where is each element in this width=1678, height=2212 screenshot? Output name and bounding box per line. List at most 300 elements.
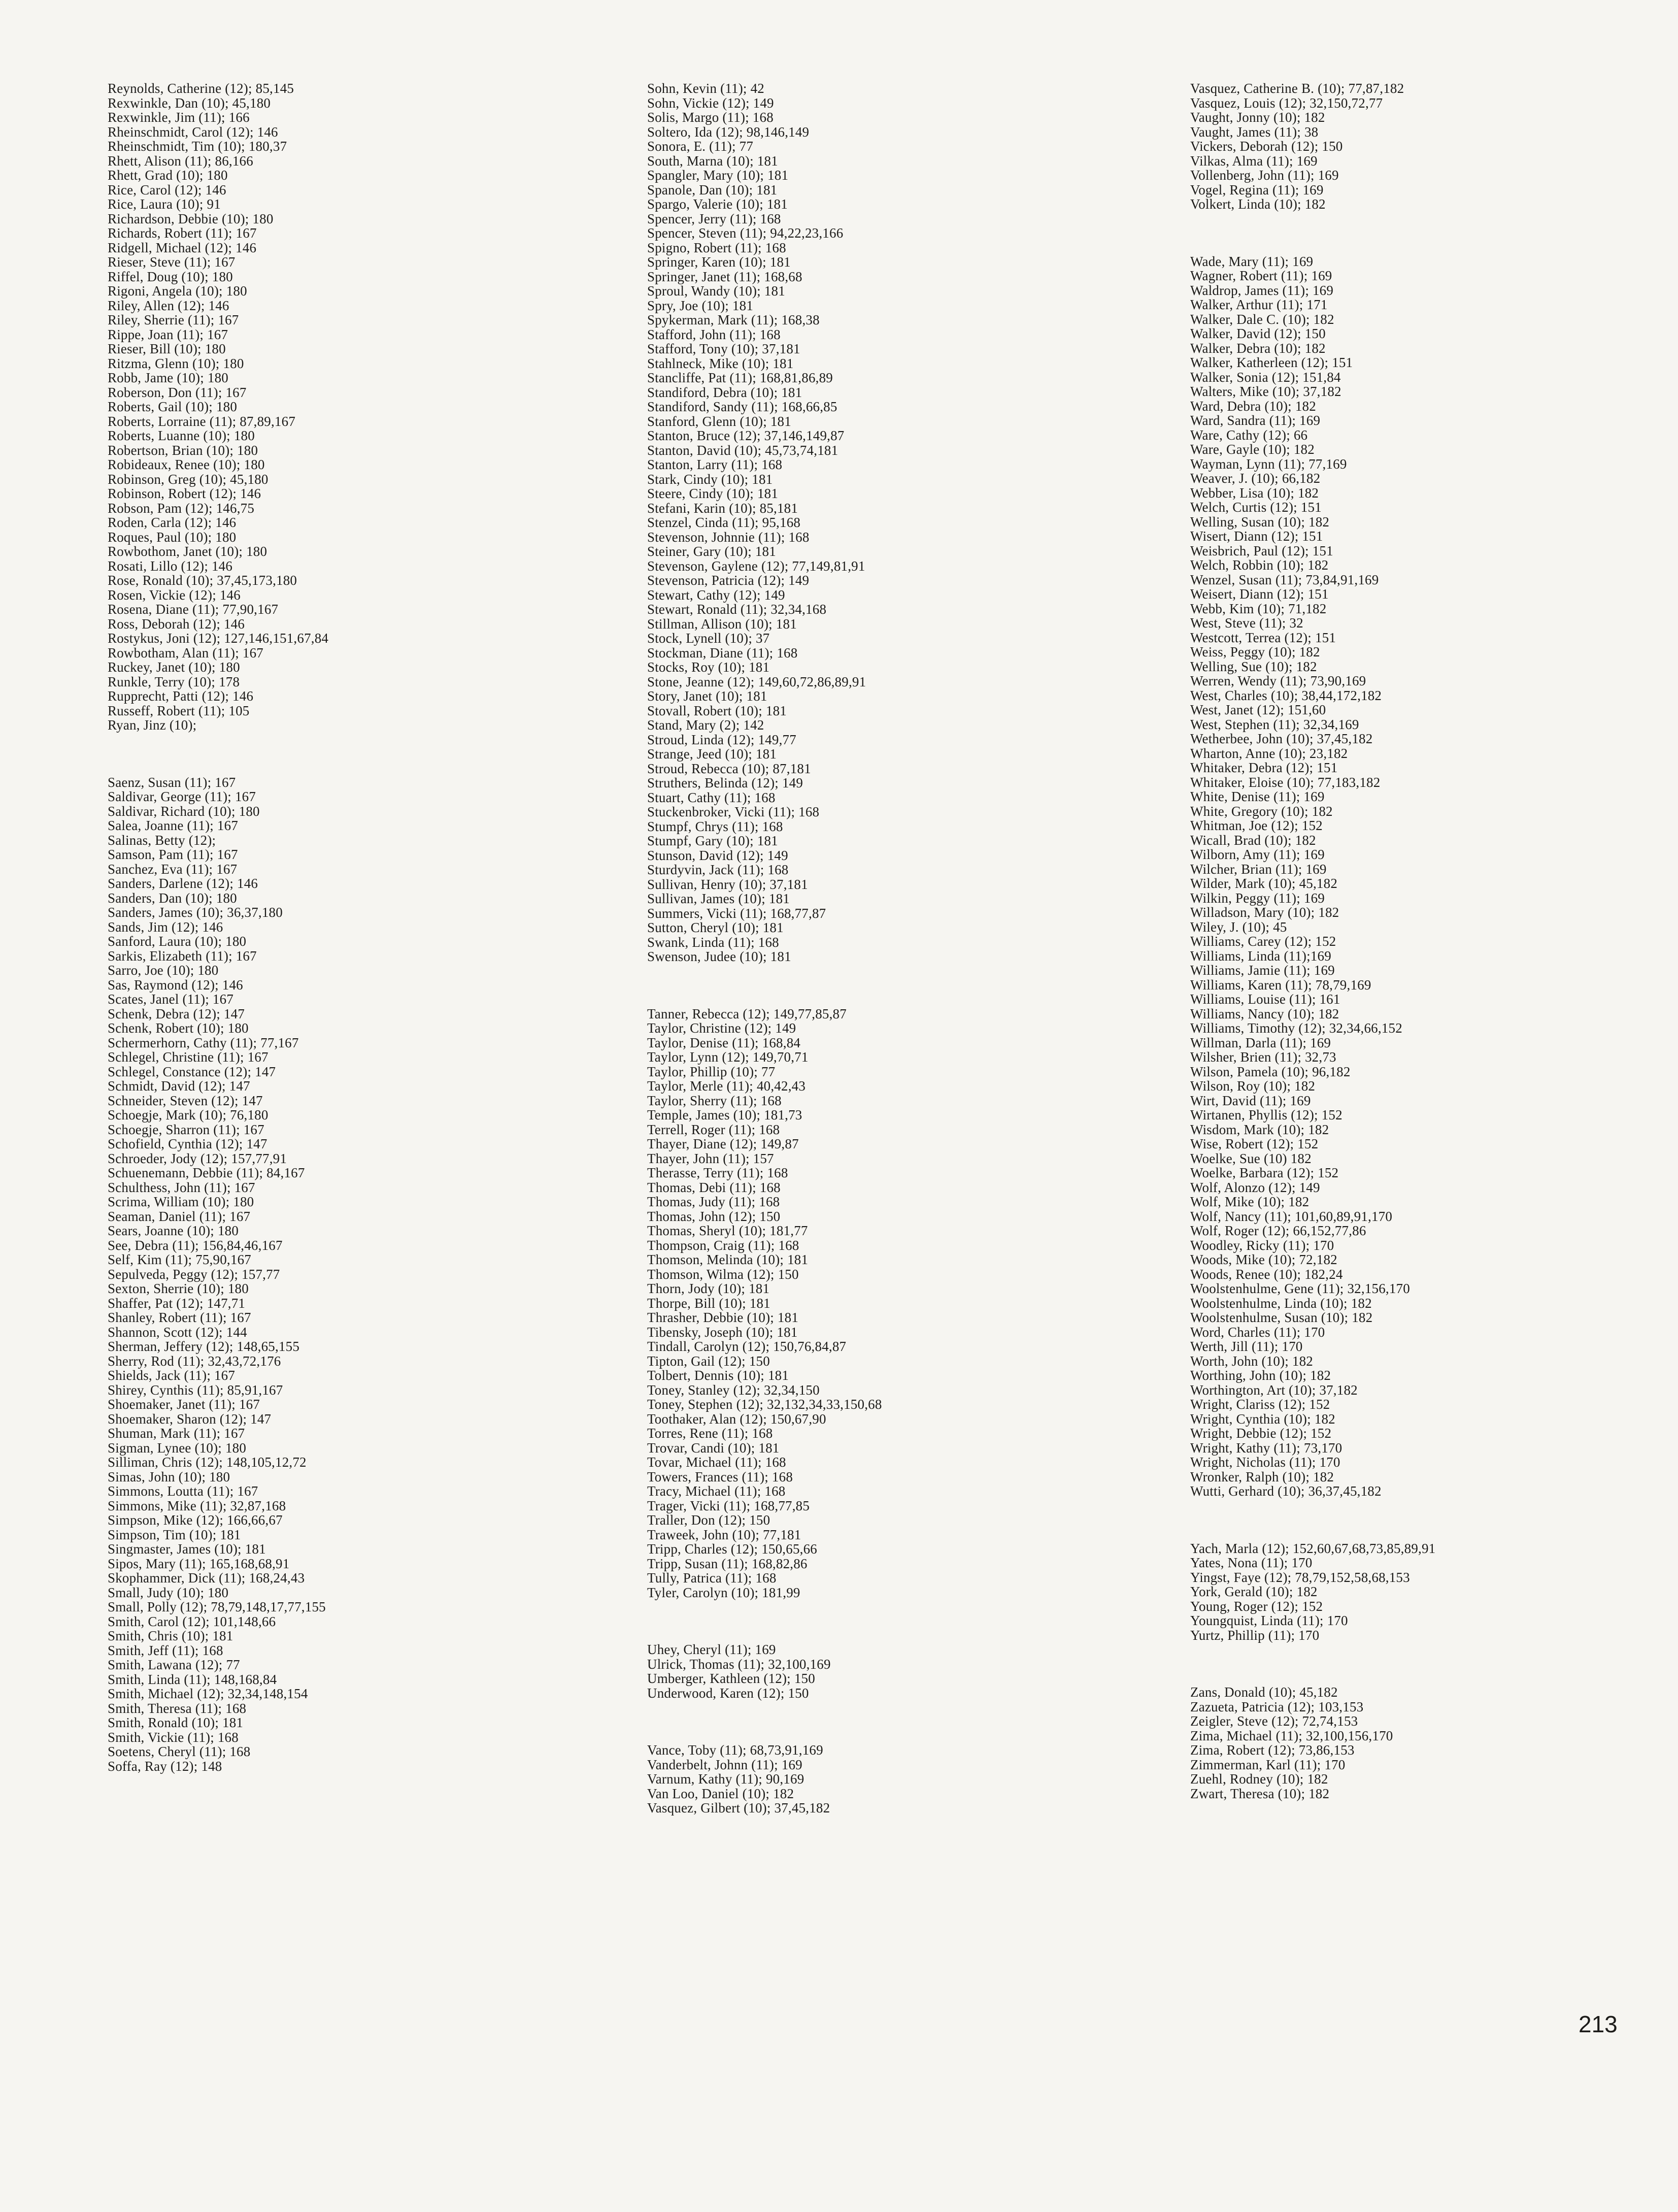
index-entry: Wilkin, Peggy (11); 169 [1190,890,1325,906]
index-entry: Stancliffe, Pat (11); 168,81,86,89 [647,370,833,385]
index-entry: Rhett, Alison (11); 86,166 [108,153,253,169]
index-entry: Schuenemann, Debbie (11); 84,167 [108,1165,305,1180]
index-entry: West, Steve (11); 32 [1190,615,1303,631]
index-entry: Smith, Chris (10); 181 [108,1628,233,1643]
index-entry: Stevenson, Gaylene (12); 77,149,81,91 [647,558,865,574]
index-entry: Taylor, Sherry (11); 168 [647,1093,782,1108]
index-entry: Sherry, Rod (11); 32,43,72,176 [108,1353,281,1369]
index-entry: Taylor, Denise (11); 168,84 [647,1035,801,1050]
index-entry: Woelke, Sue (10) 182 [1190,1150,1312,1166]
index-entry: Temple, James (10); 181,73 [647,1107,802,1122]
index-entry: Varnum, Kathy (11); 90,169 [647,1771,804,1787]
index-entry: Worthington, Art (10); 37,182 [1190,1382,1358,1398]
index-entry: Singmaster, James (10); 181 [108,1541,266,1557]
index-entry: Stone, Jeanne (12); 149,60,72,86,89,91 [647,674,866,689]
index-entry: Underwood, Karen (12); 150 [647,1685,809,1701]
index-entry: Wicall, Brad (10); 182 [1190,832,1316,848]
index-entry: Roberson, Don (11); 167 [108,384,247,400]
index-entry: Vaught, Jonny (10); 182 [1190,110,1325,125]
index-entry: Yates, Nona (11); 170 [1190,1555,1313,1570]
index-entry: Swenson, Judee (10); 181 [647,949,791,964]
index-entry: Smith, Vickie (11); 168 [108,1729,239,1745]
index-entry: Wiley, J. (10); 45 [1190,919,1287,935]
index-entry: Small, Polly (12); 78,79,148,17,77,155 [108,1599,326,1614]
index-entry: Whitaker, Eloise (10); 77,183,182 [1190,774,1381,790]
index-entry: Sas, Raymond (12); 146 [108,977,243,993]
index-entry: Simmons, Mike (11); 32,87,168 [108,1498,286,1513]
index-entry: Small, Judy (10); 180 [108,1584,229,1600]
index-entry: Wright, Cynthia (10); 182 [1190,1411,1335,1427]
index-entry: Schlegel, Christine (11); 167 [108,1049,269,1065]
index-entry: Shuman, Mark (11); 167 [108,1426,245,1441]
index-entry: Wilson, Pamela (10); 96,182 [1190,1064,1351,1079]
index-entry: Samson, Pam (11); 167 [108,847,238,862]
index-entry: Whitaker, Debra (12); 151 [1190,760,1338,775]
index-entry: Shields, Jack (11); 167 [108,1368,236,1383]
index-entry: Sutton, Cheryl (10); 181 [647,920,784,935]
index-entry: Schofield, Cynthia (12); 147 [108,1136,267,1151]
index-entry: Spargo, Valerie (10); 181 [647,196,788,212]
index-entry: Smith, Ronald (10); 181 [108,1715,244,1730]
index-entry: Van Loo, Daniel (10); 182 [647,1786,794,1801]
index-entry: Welch, Curtis (12); 151 [1190,500,1322,515]
index-entry: Walker, Dale C. (10); 182 [1190,311,1334,327]
index-entry: Werren, Wendy (11); 73,90,169 [1190,673,1366,688]
index-entry: Tipton, Gail (12); 150 [647,1353,770,1369]
index-entry: Webb, Kim (10); 71,182 [1190,601,1327,616]
index-entry: Rheinschmidt, Carol (12); 146 [108,124,278,140]
index-entry: Zimmerman, Karl (11); 170 [1190,1757,1346,1772]
index-entry: Rexwinkle, Dan (10); 45,180 [108,95,271,111]
index-entry: Wolf, Nancy (11); 101,60,89,91,170 [1190,1208,1393,1224]
index-entry: Thomas, Debi (11); 168 [647,1179,781,1195]
index-entry: Thomson, Wilma (12); 150 [647,1266,799,1282]
index-entry: Springer, Janet (11); 168,68 [647,269,802,284]
index-entry: Willadson, Mary (10); 182 [1190,905,1339,920]
index-entry: Taylor, Merle (11); 40,42,43 [647,1078,806,1094]
index-entry: Sullivan, Henry (10); 37,181 [647,876,808,892]
index-entry: Trovar, Candi (10); 181 [647,1440,780,1456]
index-entry: Rexwinkle, Jim (11); 166 [108,110,250,125]
index-entry: Taylor, Phillip (10); 77 [647,1064,776,1079]
index-entry: Robertson, Brian (10); 180 [108,442,258,458]
index-entry: Welling, Susan (10); 182 [1190,514,1330,530]
index-entry: Stark, Cindy (10); 181 [647,471,773,487]
index-entry: Tripp, Susan (11); 168,82,86 [647,1556,808,1571]
index-entry: Stroud, Linda (12); 149,77 [647,732,796,747]
index-entry: Rice, Laura (10); 91 [108,196,221,212]
index-entry: Salinas, Betty (12); [108,832,216,848]
index-letter-group [1190,1541,1657,1643]
index-entry: Stovall, Robert (10); 181 [647,703,787,718]
index-entry: Sullivan, James (10); 181 [647,891,790,906]
index-entry: Spykerman, Mark (11); 168,38 [647,312,820,327]
index-entry: Sanders, Dan (10); 180 [108,890,237,906]
index-entry: Waldrop, James (11); 169 [1190,282,1334,298]
index-entry: Thomas, Sheryl (10); 181,77 [647,1223,808,1238]
index-entry: Walker, David (12); 150 [1190,326,1326,341]
index-entry: Traweek, John (10); 77,181 [647,1527,801,1542]
index-entry: Zima, Michael (11); 32,100,156,170 [1190,1728,1393,1743]
index-letter-group [647,1007,1180,1600]
index-entry: Rostykus, Joni (12); 127,146,151,67,84 [108,631,329,646]
index-entry: Wright, Debbie (12); 152 [1190,1426,1332,1441]
index-entry: Saldivar, Richard (10); 180 [108,803,260,819]
index-entry: Towers, Frances (11); 168 [647,1469,793,1484]
index-entry: Rheinschmidt, Tim (10); 180,37 [108,139,287,154]
index-entry: Toney, Stanley (12); 32,34,150 [647,1382,820,1398]
index-entry: Stanton, David (10); 45,73,74,181 [647,442,838,458]
index-entry: Tripp, Charles (12); 150,65,66 [647,1541,817,1557]
index-entry: West, Stephen (11); 32,34,169 [1190,716,1359,732]
index-entry: See, Debra (11); 156,84,46,167 [108,1237,283,1253]
index-entry: Smith, Theresa (11); 168 [108,1700,247,1716]
index-entry: Thomson, Melinda (10); 181 [647,1252,809,1267]
index-entry: Steiner, Gary (10); 181 [647,544,776,559]
index-entry: Robinson, Robert (12); 146 [108,486,261,501]
index-entry: Wirt, David (11); 169 [1190,1093,1311,1108]
index-letter-group [108,81,615,733]
index-column-3 [1190,81,1657,1843]
index-entry: Swank, Linda (11); 168 [647,934,779,950]
index-entry: Walker, Debra (10); 182 [1190,340,1326,356]
index-entry: Worthing, John (10); 182 [1190,1368,1331,1383]
index-entry: Smith, Carol (12); 101,148,66 [108,1613,276,1629]
index-entry: Williams, Karen (11); 78,79,169 [1190,977,1371,993]
index-entry: Stefani, Karin (10); 85,181 [647,500,798,516]
index-entry: White, Gregory (10); 182 [1190,803,1333,819]
index-entry: Volkert, Linda (10); 182 [1190,196,1326,212]
index-entry: Tovar, Michael (11); 168 [647,1455,786,1470]
index-entry: Sanders, James (10); 36,37,180 [108,905,283,920]
index-entry: Yach, Marla (12); 152,60,67,68,73,85,89,91 [1190,1540,1436,1556]
index-entry: Spencer, Jerry (11); 168 [647,211,781,226]
index-entry: Wilborn, Amy (11); 169 [1190,847,1325,862]
index-entry: Spigno, Robert (11); 168 [647,240,786,255]
index-entry: Standiford, Sandy (11); 168,66,85 [647,399,837,414]
index-entry: Ward, Sandra (11); 169 [1190,413,1321,428]
index-entry: Wagner, Robert (11); 169 [1190,268,1332,283]
index-entry: Rigoni, Angela (10); 180 [108,283,247,299]
index-entry: Young, Roger (12); 152 [1190,1598,1323,1614]
index-entry: Woelke, Barbara (12); 152 [1190,1165,1339,1180]
index-entry: West, Charles (10); 38,44,172,182 [1190,687,1382,703]
index-entry: Richards, Robert (11); 167 [108,225,257,241]
index-entry: Smith, Michael (12); 32,34,148,154 [108,1686,308,1701]
index-entry: Taylor, Christine (12); 149 [647,1020,796,1036]
index-entry: Richardson, Debbie (10); 180 [108,211,274,226]
index-entry: Rice, Carol (12); 146 [108,182,226,197]
index-entry: Sanford, Laura (10); 180 [108,934,247,949]
index-entry: Scates, Janel (11); 167 [108,992,234,1007]
index-entry: Vollenberg, John (11); 169 [1190,168,1339,183]
index-entry: Stumpf, Chrys (11); 168 [647,818,783,834]
index-entry: Sarro, Joe (10); 180 [108,963,219,978]
index-entry: Zeigler, Steve (12); 72,74,153 [1190,1713,1358,1729]
index-entry: Williams, Timothy (12); 32,34,66,152 [1190,1020,1402,1036]
index-entry: Smith, Linda (11); 148,168,84 [108,1671,277,1687]
index-entry: Wetherbee, John (10); 37,45,182 [1190,731,1373,746]
index-entry: Rhett, Grad (10); 180 [108,168,228,183]
index-entry: Tracy, Michael (11); 168 [647,1483,786,1499]
index-entry: Werth, Jill (11); 170 [1190,1339,1303,1354]
index-entry: Walker, Katherleen (12); 151 [1190,355,1353,370]
index-entry: Ritzma, Glenn (10); 180 [108,355,244,371]
index-entry: Soetens, Cheryl (11); 168 [108,1744,251,1759]
index-entry: Robinson, Greg (10); 45,180 [108,471,269,487]
index-entry: Riley, Sherrie (11); 167 [108,312,239,327]
index-entry: Weiss, Peggy (10); 182 [1190,644,1320,659]
index-entry: Rippe, Joan (11); 167 [108,326,228,342]
index-entry: South, Marna (10); 181 [647,153,778,169]
index-entry: Weisert, Diann (12); 151 [1190,586,1329,602]
index-entry: Stock, Lynell (10); 37 [647,631,770,646]
index-entry: Wisdom, Mark (10); 182 [1190,1121,1329,1137]
index-entry: Self, Kim (11); 75,90,167 [108,1252,251,1267]
index-entry: Schenk, Debra (12); 147 [108,1006,245,1021]
index-entry: Wright, Clariss (12); 152 [1190,1397,1330,1412]
index-entry: Wharton, Anne (10); 23,182 [1190,745,1348,761]
index-entry: Sohn, Vickie (12); 149 [647,95,774,111]
index-entry: York, Gerald (10); 182 [1190,1584,1318,1599]
index-entry: Weaver, J. (10); 66,182 [1190,471,1321,486]
index-column-1 [108,81,615,1816]
index-entry: Vasquez, Gilbert (10); 37,45,182 [647,1800,830,1815]
index-entry: Stahlneck, Mike (10); 181 [647,355,794,371]
index-entry: Stand, Mary (2); 142 [647,717,764,733]
index-entry: Silliman, Chris (12); 148,105,12,72 [108,1455,307,1470]
index-entry: Robson, Pam (12); 146,75 [108,500,255,516]
index-entry: Thorn, Jody (10); 181 [647,1281,770,1296]
index-entry: Riffel, Doug (10); 180 [108,269,233,284]
index-entry: West, Janet (12); 151,60 [1190,702,1326,717]
index-entry: Robb, Jame (10); 180 [108,370,228,385]
index-entry: Sexton, Sherrie (10); 180 [108,1281,249,1296]
index-entry: Saenz, Susan (11); 167 [108,774,236,790]
index-entry: Stockman, Diane (11); 168 [647,645,798,661]
index-entry: Spry, Joe (10); 181 [647,298,754,313]
index-entry: Thayer, Diane (12); 149,87 [647,1136,799,1151]
index-letter-group [647,81,1180,964]
index-entry: Woolstenhulme, Linda (10); 182 [1190,1295,1372,1311]
index-entry: Uhey, Cheryl (11); 169 [647,1642,776,1657]
index-entry: Thomas, John (12); 150 [647,1208,781,1224]
index-entry: Sproul, Wandy (10); 181 [647,283,785,299]
index-entry: Welch, Robbin (10); 182 [1190,557,1329,573]
index-entry: Shaffer, Pat (12); 147,71 [108,1295,246,1311]
index-entry: Simpson, Tim (10); 181 [108,1527,241,1542]
index-entry: Ross, Deborah (12); 146 [108,616,245,632]
index-entry: Sanchez, Eva (11); 167 [108,861,238,877]
index-entry: Solis, Margo (11); 168 [647,110,774,125]
index-entry: Vance, Toby (11); 68,73,91,169 [647,1742,823,1758]
index-entry: Rupprecht, Patti (12); 146 [108,688,254,704]
index-entry: Rosena, Diane (11); 77,90,167 [108,602,279,617]
index-entry: Riley, Allen (12); 146 [108,298,229,313]
index-entry: Schulthess, John (11); 167 [108,1179,255,1195]
index-entry: Rieser, Bill (10); 180 [108,341,226,356]
index-entry: Schneider, Steven (12); 147 [108,1093,263,1108]
index-entry: Rowbotham, Alan (11); 167 [108,645,263,661]
index-entry: Springer, Karen (10); 181 [647,254,791,270]
index-entry: Tyler, Carolyn (10); 181,99 [647,1584,800,1600]
index-entry: Story, Janet (10); 181 [647,688,767,704]
index-entry: Wolf, Alonzo (12); 149 [1190,1179,1320,1195]
index-letter-group [647,1642,1180,1700]
index-entry: Zwart, Theresa (10); 182 [1190,1786,1330,1801]
index-entry: Stanford, Glenn (10); 181 [647,413,791,429]
index-entry: Yurtz, Phillip (11); 170 [1190,1627,1320,1643]
index-entry: Rose, Ronald (10); 37,45,173,180 [108,573,297,588]
index-entry: Ware, Gayle (10); 182 [1190,442,1315,457]
index-entry: Williams, Jamie (11); 169 [1190,963,1335,978]
index-entry: Sohn, Kevin (11); 42 [647,81,764,96]
index-entry: Scrima, William (10); 180 [108,1194,254,1209]
index-entry: Vaught, James (11); 38 [1190,124,1319,140]
index-entry: Ward, Debra (10); 182 [1190,398,1316,414]
index-entry: Smith, Lawana (12); 77 [108,1657,240,1672]
index-entry: Wade, Mary (11); 169 [1190,253,1314,269]
index-entry: Thayer, John (11); 157 [647,1150,774,1166]
index-entry: Shannon, Scott (12); 144 [108,1324,247,1340]
index-letter-group [108,775,615,1774]
index-entry: Soltero, Ida (12); 98,146,149 [647,124,810,140]
index-entry: Stewart, Ronald (11); 32,34,168 [647,602,827,617]
index-entry: Taylor, Lynn (12); 149,70,71 [647,1049,809,1065]
index-entry: Williams, Carey (12); 152 [1190,934,1336,949]
index-entry: Whitman, Joe (12); 152 [1190,818,1323,833]
index-entry: Wenzel, Susan (11); 73,84,91,169 [1190,572,1379,587]
index-entry: Wolf, Mike (10); 182 [1190,1194,1310,1209]
index-entry: Vogel, Regina (11); 169 [1190,182,1324,197]
index-entry: Wirtanen, Phyllis (12); 152 [1190,1107,1343,1122]
index-entry: Wutti, Gerhard (10); 36,37,45,182 [1190,1483,1382,1499]
index-entry: Wilson, Roy (10); 182 [1190,1078,1316,1094]
index-entry: Ridgell, Michael (12); 146 [108,240,257,255]
index-entry: Stewart, Cathy (12); 149 [647,587,785,603]
index-entry: Stevenson, Johnnie (11); 168 [647,529,810,545]
index-entry: Thomas, Judy (11); 168 [647,1194,780,1209]
index-entry: Wolf, Roger (12); 66,152,77,86 [1190,1223,1366,1238]
index-entry: Sanders, Darlene (12); 146 [108,876,258,891]
index-entry: Schoegje, Sharron (11); 167 [108,1121,264,1137]
index-entry: Westcott, Terrea (12); 151 [1190,630,1336,645]
index-entry: Terrell, Roger (11); 168 [647,1121,780,1137]
index-entry: Wilsher, Brien (11); 32,73 [1190,1049,1336,1065]
index-entry: Ulrick, Thomas (11); 32,100,169 [647,1656,831,1672]
index-entry: Salea, Joanne (11); 167 [108,818,239,833]
index-entry: Schermerhorn, Cathy (11); 77,167 [108,1035,299,1050]
index-entry: Strange, Jeed (10); 181 [647,746,777,762]
index-entry: Seaman, Daniel (11); 167 [108,1208,251,1224]
index-entry: Stanton, Bruce (12); 37,146,149,87 [647,428,845,443]
index-entry: Tully, Patrica (11); 168 [647,1570,777,1586]
index-entry: Weisbrich, Paul (12); 151 [1190,543,1333,558]
index-entry: Simpson, Mike (12); 166,66,67 [108,1512,283,1528]
index-entry: Runkle, Terry (10); 178 [108,674,240,689]
index-entry: Webber, Lisa (10); 182 [1190,485,1319,501]
index-entry: Rowbothom, Janet (10); 180 [108,544,267,559]
index-entry: Simmons, Loutta (11); 167 [108,1483,258,1499]
index-entry: Woods, Renee (10); 182,24 [1190,1266,1343,1282]
index-entry: Wilcher, Brian (11); 169 [1190,861,1327,877]
index-entry: Soffa, Ray (12); 148 [108,1758,222,1774]
index-entry: Stroud, Rebecca (10); 87,181 [647,761,811,776]
index-entry: Vanderbelt, Johnn (11); 169 [647,1757,802,1772]
index-entry: Stevenson, Patricia (12); 149 [647,573,810,588]
index-letter-group [1190,81,1657,212]
index-entry: Stocks, Roy (10); 181 [647,659,770,675]
index-entry: Woolstenhulme, Susan (10); 182 [1190,1310,1373,1325]
index-entry: Zima, Robert (12); 73,86,153 [1190,1742,1355,1758]
index-entry: Rosen, Vickie (12); 146 [108,587,241,603]
index-entry: Schmidt, David (12); 147 [108,1078,250,1094]
index-entry: Walker, Arthur (11); 171 [1190,297,1328,312]
index-entry: Struthers, Belinda (12); 149 [647,775,803,790]
index-entry: Roden, Carla (12); 146 [108,515,237,530]
index-entry: Schlegel, Constance (12); 147 [108,1064,276,1079]
index-entry: Sigman, Lynee (10); 180 [108,1440,247,1456]
index-entry: Shoemaker, Janet (11); 167 [108,1397,260,1412]
index-entry: Wronker, Ralph (10); 182 [1190,1469,1334,1484]
index-entry: Stillman, Allison (10); 181 [647,616,797,632]
index-entry: Woodley, Ricky (11); 170 [1190,1237,1334,1253]
index-entry: Shanley, Robert (11); 167 [108,1310,251,1325]
index-entry: Therasse, Terry (11); 168 [647,1165,788,1180]
index-entry: Russeff, Robert (11); 105 [108,703,250,718]
index-entry: Schoegje, Mark (10); 76,180 [108,1107,269,1122]
index-entry: Wright, Nicholas (11); 170 [1190,1455,1340,1470]
index-entry: Stunson, David (12); 149 [647,847,788,863]
index-entry: Summers, Vicki (11); 168,77,87 [647,905,826,921]
index-entry: Standiford, Debra (10); 181 [647,384,802,400]
index-entry: Rieser, Steve (11); 167 [108,254,236,270]
index-entry: Word, Charles (11); 170 [1190,1324,1325,1340]
index-entry: Stafford, Tony (10); 37,181 [647,341,800,356]
index-entry: Toney, Stephen (12); 32,132,34,33,150,68 [647,1397,882,1412]
index-entry: Rosati, Lillo (12); 146 [108,558,233,574]
index-entry: Walker, Sonia (12); 151,84 [1190,369,1341,385]
index-entry: Zazueta, Patricia (12); 103,153 [1190,1699,1364,1714]
index-entry: Stanton, Larry (11); 168 [647,457,783,472]
index-entry: Spangler, Mary (10); 181 [647,168,789,183]
index-entry: Woolstenhulme, Gene (11); 32,156,170 [1190,1281,1410,1296]
index-entry: Wise, Robert (12); 152 [1190,1136,1319,1151]
index-entry: Schroeder, Jody (12); 157,77,91 [108,1150,287,1166]
index-entry: Tanner, Rebecca (12); 149,77,85,87 [647,1006,847,1021]
page-number: 213 [1579,2011,1618,2037]
index-entry: Roberts, Lorraine (11); 87,89,167 [108,413,296,429]
index-entry: Thrasher, Debbie (10); 181 [647,1310,799,1325]
index-entry: Sipos, Mary (11); 165,168,68,91 [108,1556,290,1571]
index-entry: Ware, Cathy (12); 66 [1190,427,1308,443]
index-entry: Ryan, Jinz (10); [108,717,197,733]
index-entry: Schenk, Robert (10); 180 [108,1020,249,1036]
index-entry: Williams, Louise (11); 161 [1190,992,1340,1007]
index-entry: Stafford, John (11); 168 [647,326,781,342]
index-entry: Vilkas, Alma (11); 169 [1190,153,1318,169]
index-entry: Stenzel, Cinda (11); 95,168 [647,515,801,530]
index-entry: Traller, Don (12); 150 [647,1512,770,1528]
index-entry: Williams, Nancy (10); 182 [1190,1006,1339,1021]
index-entry: Youngquist, Linda (11); 170 [1190,1613,1348,1628]
index-entry: Sherman, Jeffery (12); 148,65,155 [108,1339,300,1354]
index-entry: Zans, Donald (10); 45,182 [1190,1685,1338,1700]
index-entry: Toothaker, Alan (12); 150,67,90 [647,1411,826,1427]
index-entry: White, Denise (11); 169 [1190,789,1325,804]
index-entry: Robideaux, Renee (10); 180 [108,457,265,472]
index-entry: Umberger, Kathleen (12); 150 [647,1671,815,1686]
